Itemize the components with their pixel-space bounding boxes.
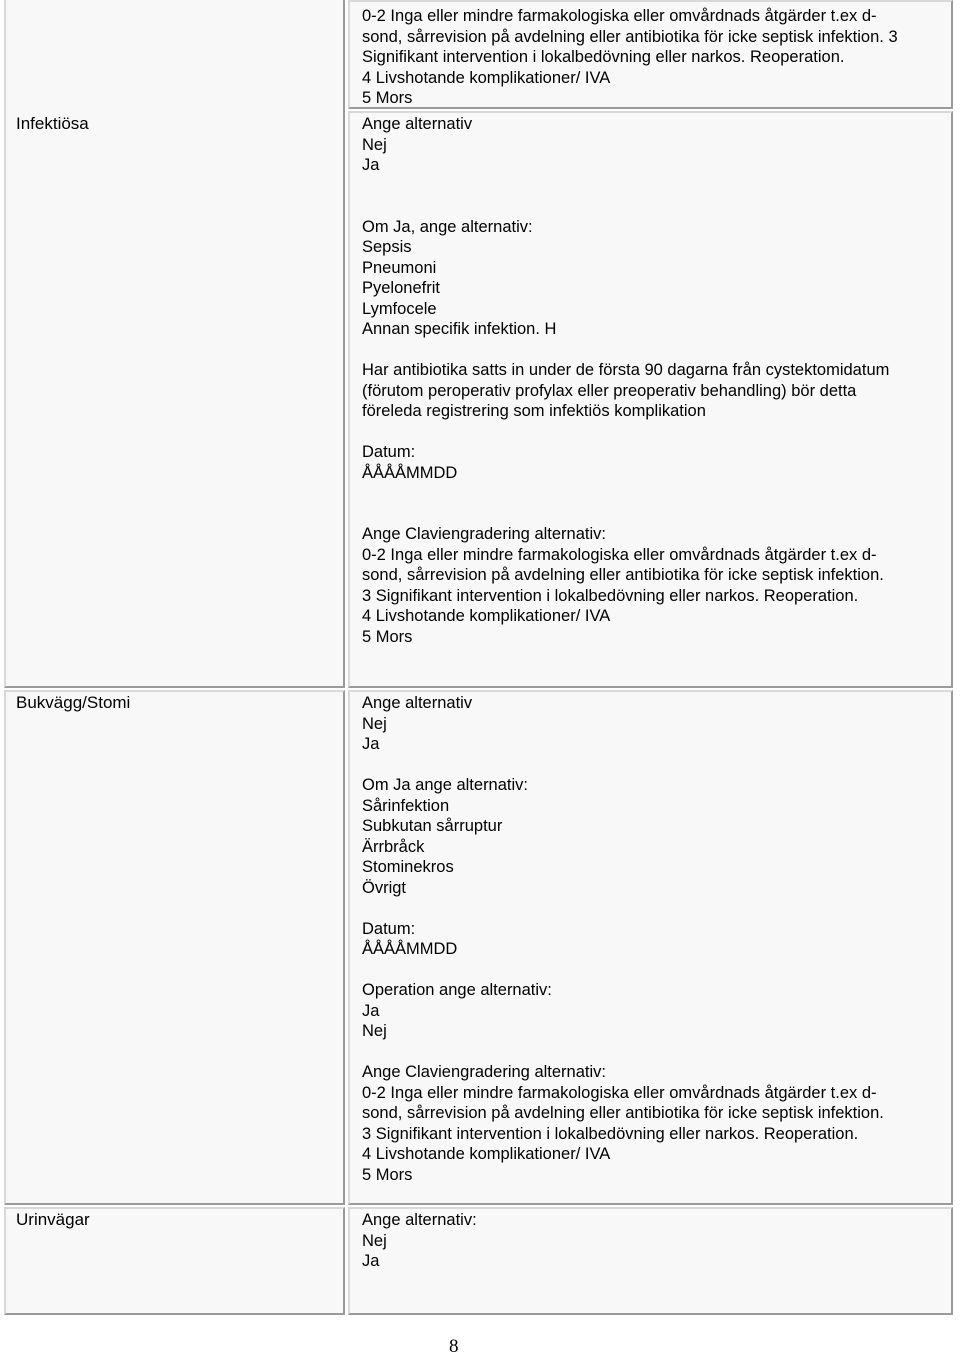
- text-line: 0-2 Inga eller mindre farmakologiska eller omvårdnads åtgärder t.ex d-: [362, 545, 877, 564]
- infektiosa-body-text: [362, 114, 889, 647]
- row-label-bukvagg: Bukvägg/Stomi: [16, 693, 131, 712]
- text-line: 5 Mors: [362, 627, 413, 646]
- text-line: Signifikant intervention i lokalbedövning eller narkos. Reoperation.: [362, 48, 845, 66]
- text-line: Subkutan sårruptur: [362, 817, 503, 835]
- page-number: 8: [449, 1336, 459, 1357]
- text-line: föreleda registrering som infektiös komplikation: [362, 402, 706, 420]
- text-line: sond, sårrevision på avdelning eller antibiotika för icke septisk infektion.: [362, 566, 884, 584]
- text-line: Pneumoni: [362, 258, 437, 277]
- text-line: 4 Livshotande komplikationer/ IVA: [362, 607, 611, 625]
- text-line: Övrigt: [362, 878, 407, 897]
- text-line: [362, 340, 889, 361]
- text-line: [362, 483, 889, 504]
- text-line: [362, 196, 889, 217]
- text-line: Datum:: [362, 443, 416, 461]
- text-line: [362, 1042, 884, 1063]
- text-line: Nej: [362, 1022, 387, 1040]
- text-line: Ange Claviengradering alternativ:: [362, 525, 606, 543]
- text-line: Ange Claviengradering alternativ:: [362, 1063, 606, 1081]
- text-line: Nej: [362, 1231, 387, 1250]
- text-line: Nej: [362, 135, 387, 154]
- text-line: Stominekros: [362, 858, 454, 876]
- infektiosa-clavien-top: [362, 6, 898, 109]
- text-line: Ange alternativ:: [362, 1211, 477, 1229]
- text-line: Datum:: [362, 919, 416, 938]
- text-line: [362, 504, 889, 525]
- text-line: Sårinfektion: [362, 796, 450, 815]
- text-line: Operation ange alternativ:: [362, 981, 552, 999]
- text-line: sond, sårrevision på avdelning eller antibiotika för icke septisk infektion. 3: [362, 27, 898, 46]
- text-line: [362, 176, 889, 197]
- row-label-infektiosa: Infektiösa: [16, 114, 89, 133]
- text-line: 4 Livshotande komplikationer/ IVA: [362, 68, 611, 87]
- bukvagg-body-text: [362, 693, 884, 1185]
- text-line: 4 Livshotande komplikationer/ IVA: [362, 1145, 611, 1163]
- text-line: 3 Signifikant intervention i lokalbedövning eller narkos. Reoperation.: [362, 586, 859, 605]
- text-line: ÅÅÅÅMMDD: [362, 940, 458, 958]
- text-line: Ärrbråck: [362, 837, 425, 856]
- text-line: Ja: [362, 1252, 380, 1270]
- text-line: [362, 422, 889, 443]
- text-line: Annan specifik infektion. H: [362, 320, 557, 338]
- text-line: Ja: [362, 156, 380, 174]
- text-line: Nej: [362, 714, 387, 733]
- text-line: Lymfocele: [362, 299, 437, 318]
- text-line: Ja: [362, 1001, 380, 1020]
- text-line: [362, 898, 884, 919]
- row-label-urinvagar: Urinvägar: [16, 1210, 90, 1229]
- text-line: Pyelonefrit: [362, 279, 440, 297]
- text-line: Om Ja ange alternativ:: [362, 776, 528, 794]
- text-line: ÅÅÅÅMMDD: [362, 463, 458, 482]
- text-line: [362, 960, 884, 981]
- text-line: 0-2 Inga eller mindre farmakologiska eller omvårdnads åtgärder t.ex d-: [362, 1083, 877, 1102]
- text-line: Ja: [362, 735, 380, 753]
- text-line: [362, 755, 884, 776]
- cell-infektiosa-label: [4, 0, 345, 688]
- urinvagar-body-text: [362, 1210, 477, 1272]
- text-line: 0-2 Inga eller mindre farmakologiska eller omvårdnads åtgärder t.ex d-: [362, 7, 877, 25]
- text-line: 3 Signifikant intervention i lokalbedövning eller narkos. Reoperation.: [362, 1124, 859, 1143]
- text-line: Har antibiotika satts in under de första 90 dagarna från cystektomidatum: [362, 361, 890, 379]
- text-line: sond, sårrevision på avdelning eller antibiotika för icke septisk infektion.: [362, 1104, 884, 1122]
- text-line: Ange alternativ: [362, 694, 473, 712]
- text-line: Om Ja, ange alternativ:: [362, 217, 533, 236]
- text-line: 5 Mors: [362, 1165, 413, 1184]
- cell-bukvagg-label: [4, 690, 345, 1205]
- text-line: Sepsis: [362, 238, 412, 256]
- text-line: (förutom peroperativ profylax eller preoperativ behandling) bör detta: [362, 381, 857, 400]
- text-line: 5 Mors: [362, 89, 413, 107]
- text-line: Ange alternativ: [362, 115, 473, 133]
